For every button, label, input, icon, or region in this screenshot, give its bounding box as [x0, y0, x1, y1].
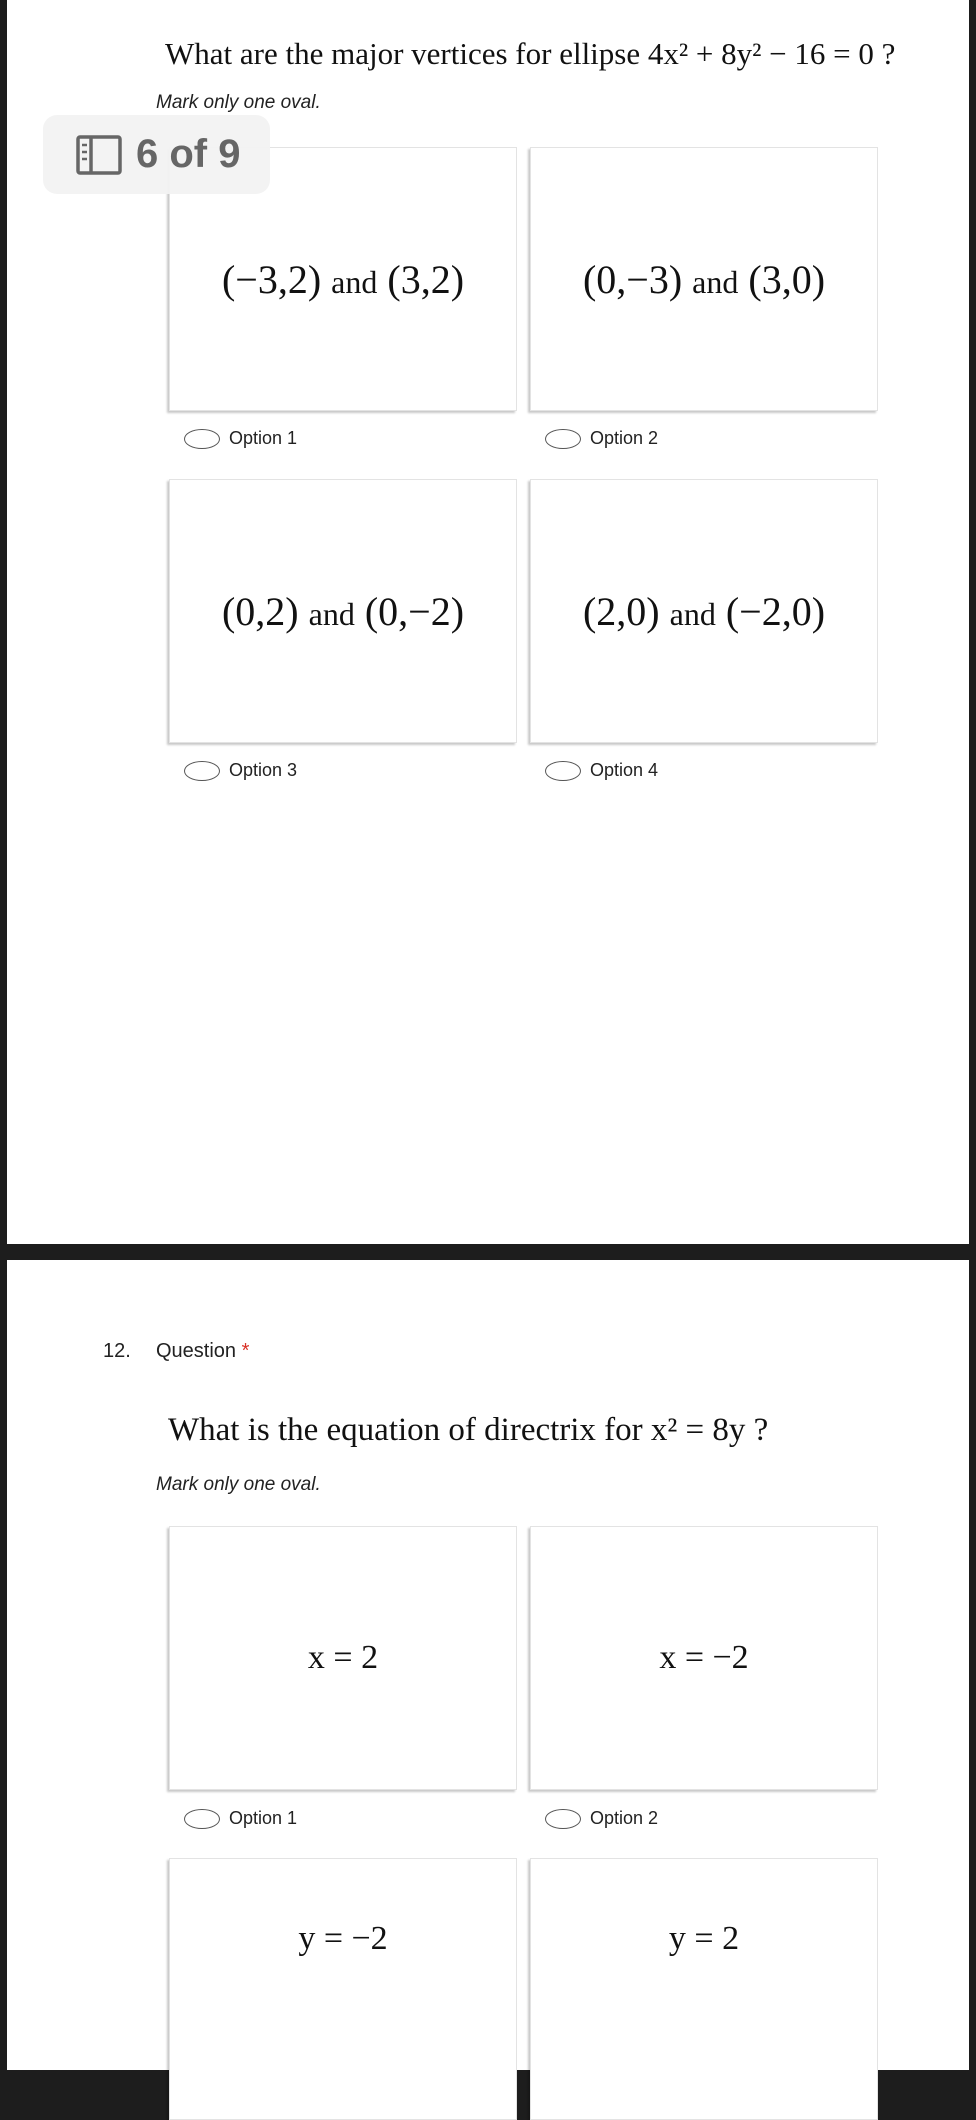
radio-oval[interactable]	[184, 1809, 220, 1829]
page-indicator-text: 6 of 9	[136, 132, 241, 176]
option-image-1	[169, 1526, 517, 1790]
question-title: Question *	[156, 1340, 250, 1362]
option-image-text: (0,−3) and (3,0)	[582, 256, 826, 302]
required-asterisk: *	[241, 1340, 250, 1362]
radio-option-2[interactable]	[545, 428, 658, 449]
page-indicator	[43, 115, 270, 194]
option-image-text: x = −2	[659, 1639, 749, 1676]
option-image-4	[530, 479, 878, 743]
page-icon	[76, 135, 122, 175]
option-image-text: y = 2	[668, 1920, 740, 1957]
option-label: Option 1	[229, 1808, 298, 1828]
radio-option-1[interactable]	[184, 428, 297, 449]
radio-option-4[interactable]	[545, 760, 658, 781]
option-image-3	[169, 479, 517, 743]
question-image-text: What are the major vertices for ellipse 4x² + 8y² − 16 = 0 ?	[165, 36, 896, 71]
radio-oval[interactable]	[545, 761, 581, 781]
radio-oval[interactable]	[184, 429, 220, 449]
question-number: 12.	[103, 1340, 131, 1362]
option-image-3	[169, 1858, 517, 2120]
question-image-text: What is the equation of directrix for x² = 8y ?	[168, 1412, 769, 1448]
option-label: Option 3	[229, 760, 298, 780]
option-image-2	[530, 1526, 878, 1790]
option-image-4	[530, 1858, 878, 2120]
mark-instruction: Mark only one oval.	[156, 92, 321, 113]
option-image-text: (−3,2) and (3,2)	[221, 256, 465, 302]
radio-option-3[interactable]	[184, 760, 297, 781]
option-label: Option 4	[590, 760, 659, 780]
option-image-2	[530, 147, 878, 411]
option-label: Option 2	[590, 428, 659, 448]
option-label: Option 1	[229, 428, 298, 448]
option-label: Option 2	[590, 1808, 659, 1828]
option-image-text: (0,2) and (0,−2)	[221, 588, 465, 634]
mark-instruction: Mark only one oval.	[156, 1474, 321, 1495]
radio-oval[interactable]	[545, 1809, 581, 1829]
radio-oval[interactable]	[545, 429, 581, 449]
form-page-bottom	[7, 1260, 969, 2070]
option-image-text: (2,0) and (−2,0)	[582, 588, 826, 634]
option-image-text: y = −2	[298, 1920, 388, 1957]
radio-option-1[interactable]	[184, 1808, 297, 1829]
radio-option-2[interactable]	[545, 1808, 658, 1829]
option-image-text: x = 2	[307, 1639, 379, 1676]
radio-oval[interactable]	[184, 761, 220, 781]
